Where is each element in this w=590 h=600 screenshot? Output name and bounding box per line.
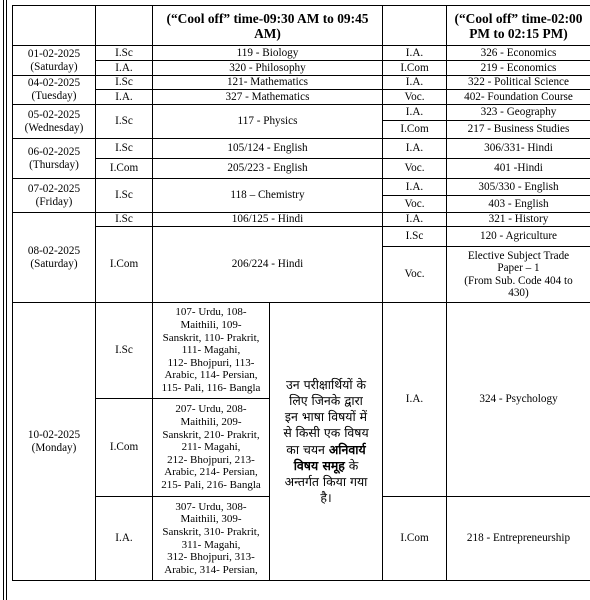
paper-cell: 402- Foundation Course (447, 90, 590, 105)
paper-cell: 119 - Biology (153, 46, 383, 61)
table-row (13, 61, 590, 76)
stream-cell: I.Sc (96, 105, 153, 139)
language-line: 107- Urdu, 108- (175, 306, 247, 319)
paper-cell: 219 - Economics (447, 61, 590, 76)
note-line (272, 442, 380, 458)
language-line: Arabic, 314- Persian, (164, 563, 258, 576)
morning-shift-header: (“Cool off” time-09:30 AM to 09:45 AM) (153, 6, 383, 46)
header-date-cell (13, 6, 96, 46)
stream-cell: I.Com (96, 227, 153, 303)
paper-cell: 305/330 - English (447, 179, 590, 196)
paper-cell: 118 – Chemistry (153, 179, 383, 213)
exam-day: (Friday) (35, 195, 73, 208)
stream-cell: I.Sc (383, 227, 447, 247)
paper-cell: 401 -Hindi (447, 159, 590, 179)
language-line: 112- Bhojpuri, 113- (167, 356, 255, 369)
left-margin-rule-inner (3, 0, 4, 600)
paper-cell: 121- Mathematics (153, 76, 383, 90)
language-line: 312- Bhojpuri, 313- (167, 551, 255, 564)
stream-cell: I.A. (383, 213, 447, 227)
table-row (13, 179, 590, 196)
language-line: 115- Pali, 116- Bangla (161, 381, 261, 394)
language-line: Maithili, 209- (180, 416, 242, 429)
paper-line: Paper – 1 (497, 262, 540, 275)
language-paper-cell (153, 399, 270, 497)
stream-cell: Voc. (383, 247, 447, 303)
language-line: Maithili, 309- (180, 513, 242, 526)
paper-cell: 205/223 - English (153, 159, 383, 179)
language-line: 207- Urdu, 208- (175, 403, 247, 416)
paper-line: (From Sub. Code 404 to (464, 274, 573, 287)
stream-cell: I.A. (383, 139, 447, 159)
table-row (13, 159, 590, 179)
note-emphasis: अनिवार्य (328, 441, 366, 457)
stream-cell: Voc. (383, 196, 447, 213)
paper-cell: 120 - Agriculture (447, 227, 590, 247)
stream-cell: I.Sc (96, 179, 153, 213)
exam-date: 04-02-2025 (27, 77, 81, 90)
stream-cell: Voc. (383, 159, 447, 179)
stream-cell: I.A. (383, 76, 447, 90)
table-row (13, 46, 590, 61)
date-cell (13, 46, 96, 76)
exam-date: 07-02-2025 (27, 182, 81, 195)
exam-date: 05-02-2025 (27, 108, 81, 121)
language-line: Sanskrit, 210- Prakrit, (162, 428, 260, 441)
stream-cell: Voc. (383, 90, 447, 105)
paper-cell: 106/125 - Hindi (153, 213, 383, 227)
table-row (13, 303, 590, 399)
exam-date: 01-02-2025 (27, 47, 81, 60)
note-line: इन भाषा विषयों में (284, 409, 368, 425)
date-cell (13, 76, 96, 105)
note-line: लिए जिनके द्वारा (289, 392, 363, 408)
table-row (13, 139, 590, 159)
stream-cell: I.A. (96, 61, 153, 76)
stream-cell: I.A. (383, 105, 447, 121)
stream-cell: I.A. (383, 46, 447, 61)
stream-cell: I.Sc (96, 213, 153, 227)
stream-cell: I.A. (96, 497, 153, 581)
language-line: 311- Magahi, (181, 538, 241, 551)
paper-cell: 320 - Philosophy (153, 61, 383, 76)
paper-cell: 218 - Entrepreneurship (447, 497, 590, 581)
table-row (13, 213, 590, 227)
date-cell (13, 179, 96, 213)
hindi-note-cell (270, 303, 383, 581)
stream-cell: I.Com (96, 399, 153, 497)
paper-line: Elective Subject Trade (467, 249, 570, 262)
table-row (13, 105, 590, 121)
note-line (272, 458, 380, 474)
language-line: 215- Pali, 216- Bangla (161, 478, 261, 491)
paper-cell: 324 - Psychology (447, 303, 590, 497)
date-cell (13, 213, 96, 303)
header-stream2-cell (383, 6, 447, 46)
language-line: Sanskrit, 310- Prakrit, (162, 525, 260, 538)
stream-cell: I.Com (383, 61, 447, 76)
paper-cell: 217 - Business Studies (447, 121, 590, 139)
header-row (13, 6, 590, 46)
date-cell (13, 139, 96, 179)
paper-cell: 321 - History (447, 213, 590, 227)
paper-cell: 327 - Mathematics (153, 90, 383, 105)
language-line: Arabic, 214- Persian, (164, 466, 258, 479)
stream-cell: I.A. (383, 179, 447, 196)
language-line: 211- Magahi, (181, 441, 241, 454)
exam-day: (Monday) (31, 441, 77, 454)
language-paper-cell (153, 497, 270, 581)
paper-cell: 322 - Political Science (447, 76, 590, 90)
exam-day: (Saturday) (30, 60, 78, 73)
stream-cell: I.Com (383, 497, 447, 581)
paper-cell: 323 - Geography (447, 105, 590, 121)
stream-cell: I.Sc (96, 46, 153, 61)
exam-schedule-table (12, 5, 590, 581)
exam-day: (Wednesday) (24, 121, 84, 134)
paper-cell: 105/124 - English (153, 139, 383, 159)
note-line: है। (320, 490, 332, 506)
language-line: Arabic, 114- Persian, (164, 369, 258, 382)
table-row (13, 227, 590, 247)
note-text: के (344, 457, 359, 473)
stream-cell: I.A. (96, 90, 153, 105)
stream-cell: I.Com (96, 159, 153, 179)
paper-cell: 206/224 - Hindi (153, 227, 383, 303)
header-stream-cell (96, 6, 153, 46)
table-row (13, 76, 590, 90)
language-line: 307- Urdu, 308- (175, 500, 247, 513)
language-line: Sanskrit, 110- Prakrit, (162, 331, 260, 344)
stream-cell: I.Sc (96, 139, 153, 159)
language-line: 111- Magahi, (181, 344, 241, 357)
exam-day: (Tuesday) (31, 90, 77, 102)
paper-cell: 306/331- Hindi (447, 139, 590, 159)
exam-day: (Saturday) (30, 257, 78, 270)
language-paper-cell (153, 303, 270, 399)
paper-cell: 326 - Economics (447, 46, 590, 61)
paper-line: 430) (508, 286, 529, 299)
note-text: का चयन (286, 441, 329, 457)
date-cell (13, 303, 96, 581)
date-cell (13, 105, 96, 139)
stream-cell: I.Sc (96, 303, 153, 399)
note-emphasis: विषय समूह (293, 457, 345, 473)
stream-cell: I.Sc (96, 76, 153, 90)
language-line: 212- Bhojpuri, 213- (167, 453, 255, 466)
exam-date: 10-02-2025 (27, 428, 81, 441)
paper-cell-trade (447, 247, 590, 303)
paper-cell: 403 - English (447, 196, 590, 213)
note-line: अन्तर्गत किया गया (284, 473, 368, 489)
note-line: उन परीक्षार्थियों के (286, 376, 366, 392)
language-line: Maithili, 109- (180, 319, 242, 332)
exam-day: (Thursday) (29, 158, 79, 171)
stream-cell: I.Com (383, 121, 447, 139)
paper-cell: 117 - Physics (153, 105, 383, 139)
afternoon-shift-header: (“Cool off” time-02:00 PM to 02:15 PM) (447, 6, 590, 46)
note-line: से किसी एक विषय (283, 425, 369, 441)
table-row (13, 90, 590, 105)
exam-date: 06-02-2025 (27, 145, 81, 158)
stream-cell: I.A. (383, 303, 447, 497)
exam-date: 08-02-2025 (27, 244, 81, 257)
